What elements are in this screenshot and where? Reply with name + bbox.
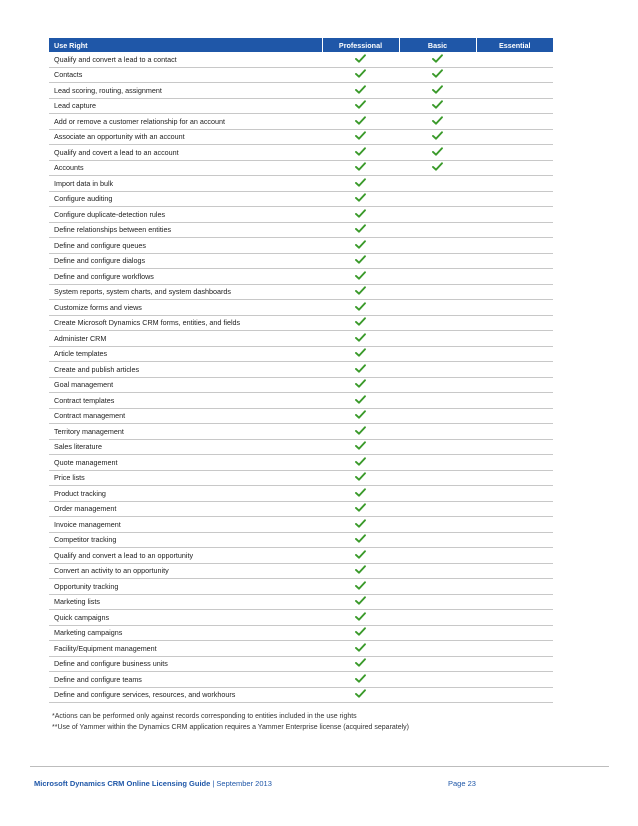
use-right-label: Goal management — [49, 377, 322, 393]
check-icon — [355, 240, 366, 249]
check-icon — [355, 472, 366, 481]
check-icon — [355, 209, 366, 218]
professional-cell — [322, 52, 399, 67]
table-row — [49, 470, 553, 486]
essential-cell — [476, 517, 553, 533]
use-right-label: Facility/Equipment management — [49, 641, 322, 657]
table-row — [49, 548, 553, 564]
check-icon — [355, 302, 366, 311]
basic-cell — [399, 129, 476, 145]
check-icon — [355, 317, 366, 326]
table-row — [49, 594, 553, 610]
essential-cell — [476, 532, 553, 548]
essential-cell — [476, 610, 553, 626]
check-icon — [355, 457, 366, 466]
table-row — [49, 67, 553, 83]
footnote-actions: *Actions can be performed only against records corresponding to entities included in the use rights — [52, 713, 357, 720]
use-right-label: Define and configure queues — [49, 238, 322, 254]
essential-cell — [476, 470, 553, 486]
use-right-label: Customize forms and views — [49, 300, 322, 316]
check-icon — [432, 100, 443, 109]
professional-cell — [322, 486, 399, 502]
check-icon — [355, 550, 366, 559]
basic-cell — [399, 238, 476, 254]
table-row — [49, 315, 553, 331]
use-right-label: Order management — [49, 501, 322, 517]
essential-cell — [476, 269, 553, 285]
use-right-label: Configure duplicate-detection rules — [49, 207, 322, 223]
essential-cell — [476, 408, 553, 424]
check-icon — [355, 162, 366, 171]
basic-cell — [399, 98, 476, 114]
basic-cell — [399, 300, 476, 316]
basic-cell — [399, 207, 476, 223]
check-icon — [432, 69, 443, 78]
professional-cell — [322, 501, 399, 517]
header-basic: Basic — [399, 38, 476, 52]
table-row — [49, 160, 553, 176]
check-icon — [355, 596, 366, 605]
use-right-label: Define and configure business units — [49, 656, 322, 672]
essential-cell — [476, 548, 553, 564]
check-icon — [432, 116, 443, 125]
footer-doc-title: Microsoft Dynamics CRM Online Licensing Guide — [34, 779, 211, 788]
basic-cell — [399, 486, 476, 502]
use-right-label: Contract management — [49, 408, 322, 424]
table-row — [49, 439, 553, 455]
table-row — [49, 269, 553, 285]
essential-cell — [476, 207, 553, 223]
table-row — [49, 114, 553, 130]
essential-cell — [476, 222, 553, 238]
check-icon — [355, 410, 366, 419]
basic-cell — [399, 517, 476, 533]
check-icon — [355, 147, 366, 156]
use-right-label: Marketing lists — [49, 594, 322, 610]
table-row — [49, 424, 553, 440]
check-icon — [355, 364, 366, 373]
check-icon — [355, 100, 366, 109]
use-right-label: Qualify and convert a lead to an opportunity — [49, 548, 322, 564]
essential-cell — [476, 253, 553, 269]
check-icon — [355, 565, 366, 574]
use-right-label: Create Microsoft Dynamics CRM forms, entities, and fields — [49, 315, 322, 331]
essential-cell — [476, 238, 553, 254]
professional-cell — [322, 222, 399, 238]
use-rights-table — [49, 38, 553, 703]
professional-cell — [322, 672, 399, 688]
essential-cell — [476, 455, 553, 471]
check-icon — [432, 131, 443, 140]
essential-cell — [476, 67, 553, 83]
footnotes — [52, 712, 409, 733]
table-row — [49, 145, 553, 161]
essential-cell — [476, 439, 553, 455]
table-row — [49, 393, 553, 409]
basic-cell — [399, 67, 476, 83]
basic-cell — [399, 641, 476, 657]
check-icon — [355, 333, 366, 342]
check-icon — [355, 627, 366, 636]
use-right-label: Add or remove a customer relationship for an account — [49, 114, 322, 130]
essential-cell — [476, 501, 553, 517]
check-icon — [355, 178, 366, 187]
use-right-label: Define and configure dialogs — [49, 253, 322, 269]
table-row — [49, 501, 553, 517]
essential-cell — [476, 191, 553, 207]
check-icon — [355, 85, 366, 94]
basic-cell — [399, 548, 476, 564]
professional-cell — [322, 408, 399, 424]
footer-separator: | — [210, 779, 217, 788]
use-right-label: Sales literature — [49, 439, 322, 455]
essential-cell — [476, 377, 553, 393]
use-right-label: Associate an opportunity with an account — [49, 129, 322, 145]
check-icon — [355, 643, 366, 652]
table-row — [49, 641, 553, 657]
table-row — [49, 52, 553, 67]
basic-cell — [399, 408, 476, 424]
professional-cell — [322, 362, 399, 378]
use-right-label: Contract templates — [49, 393, 322, 409]
professional-cell — [322, 563, 399, 579]
professional-cell — [322, 346, 399, 362]
header-use-right: Use Right — [49, 38, 322, 52]
check-icon — [355, 395, 366, 404]
basic-cell — [399, 563, 476, 579]
use-right-label: Product tracking — [49, 486, 322, 502]
professional-cell — [322, 393, 399, 409]
check-icon — [355, 54, 366, 63]
table-row — [49, 656, 553, 672]
professional-cell — [322, 129, 399, 145]
professional-cell — [322, 548, 399, 564]
essential-cell — [476, 563, 553, 579]
table-row — [49, 455, 553, 471]
table-row — [49, 672, 553, 688]
use-right-label: Define relationships between entities — [49, 222, 322, 238]
table-row — [49, 579, 553, 595]
essential-cell — [476, 486, 553, 502]
use-right-label: Quote management — [49, 455, 322, 471]
table-row — [49, 176, 553, 192]
professional-cell — [322, 315, 399, 331]
header-professional: Professional — [322, 38, 399, 52]
footer-date: September 2013 — [216, 779, 272, 788]
table-body — [49, 52, 553, 703]
check-icon — [355, 534, 366, 543]
check-icon — [355, 193, 366, 202]
essential-cell — [476, 176, 553, 192]
use-right-label: Contacts — [49, 67, 322, 83]
professional-cell — [322, 610, 399, 626]
basic-cell — [399, 114, 476, 130]
use-right-label: Configure auditing — [49, 191, 322, 207]
basic-cell — [399, 501, 476, 517]
table-row — [49, 625, 553, 641]
basic-cell — [399, 284, 476, 300]
check-icon — [355, 581, 366, 590]
use-right-label: Qualify and covert a lead to an account — [49, 145, 322, 161]
professional-cell — [322, 300, 399, 316]
professional-cell — [322, 253, 399, 269]
check-icon — [355, 441, 366, 450]
table-row — [49, 362, 553, 378]
essential-cell — [476, 641, 553, 657]
professional-cell — [322, 594, 399, 610]
professional-cell — [322, 455, 399, 471]
use-right-label: Administer CRM — [49, 331, 322, 347]
basic-cell — [399, 672, 476, 688]
use-right-label: Qualify and convert a lead to a contact — [49, 52, 322, 67]
check-icon — [432, 147, 443, 156]
professional-cell — [322, 83, 399, 99]
check-icon — [355, 658, 366, 667]
use-right-label: Competitor tracking — [49, 532, 322, 548]
basic-cell — [399, 579, 476, 595]
basic-cell — [399, 160, 476, 176]
use-right-label: Define and configure teams — [49, 672, 322, 688]
table-row — [49, 346, 553, 362]
table-row — [49, 300, 553, 316]
table-row — [49, 408, 553, 424]
use-right-label: Create and publish articles — [49, 362, 322, 378]
essential-cell — [476, 362, 553, 378]
table-row — [49, 486, 553, 502]
basic-cell — [399, 83, 476, 99]
table-row — [49, 377, 553, 393]
essential-cell — [476, 346, 553, 362]
check-icon — [355, 612, 366, 621]
essential-cell — [476, 625, 553, 641]
professional-cell — [322, 114, 399, 130]
check-icon — [355, 286, 366, 295]
footnote-yammer: **Use of Yammer within the Dynamics CRM application requires a Yammer Enterprise license (acquired separately) — [52, 723, 410, 731]
essential-cell — [476, 672, 553, 688]
professional-cell — [322, 67, 399, 83]
table-row — [49, 610, 553, 626]
table-row — [49, 284, 553, 300]
use-right-label: Invoice management — [49, 517, 322, 533]
professional-cell — [322, 191, 399, 207]
check-icon — [355, 426, 366, 435]
basic-cell — [399, 222, 476, 238]
basic-cell — [399, 377, 476, 393]
use-right-label: Territory management — [49, 424, 322, 440]
professional-cell — [322, 532, 399, 548]
essential-cell — [476, 83, 553, 99]
essential-cell — [476, 331, 553, 347]
check-icon — [355, 379, 366, 388]
professional-cell — [322, 517, 399, 533]
table-row — [49, 207, 553, 223]
professional-cell — [322, 331, 399, 347]
check-icon — [432, 85, 443, 94]
professional-cell — [322, 625, 399, 641]
table-row — [49, 517, 553, 533]
basic-cell — [399, 176, 476, 192]
basic-cell — [399, 145, 476, 161]
basic-cell — [399, 346, 476, 362]
basic-cell — [399, 594, 476, 610]
professional-cell — [322, 687, 399, 703]
essential-cell — [476, 129, 553, 145]
professional-cell — [322, 238, 399, 254]
basic-cell — [399, 470, 476, 486]
basic-cell — [399, 52, 476, 67]
check-icon — [355, 503, 366, 512]
footer-title — [34, 779, 272, 788]
professional-cell — [322, 439, 399, 455]
professional-cell — [322, 424, 399, 440]
table-row — [49, 238, 553, 254]
use-right-label: System reports, system charts, and system dashboards — [49, 284, 322, 300]
essential-cell — [476, 160, 553, 176]
essential-cell — [476, 114, 553, 130]
use-right-label: Marketing campaigns — [49, 625, 322, 641]
table-row — [49, 687, 553, 703]
essential-cell — [476, 393, 553, 409]
check-icon — [355, 488, 366, 497]
check-icon — [432, 162, 443, 171]
check-icon — [432, 54, 443, 63]
professional-cell — [322, 656, 399, 672]
check-icon — [355, 224, 366, 233]
basic-cell — [399, 331, 476, 347]
basic-cell — [399, 393, 476, 409]
header-essential: Essential — [476, 38, 553, 52]
use-right-label: Define and configure services, resources, and workhours — [49, 687, 322, 703]
professional-cell — [322, 98, 399, 114]
check-icon — [355, 348, 366, 357]
use-right-label: Import data in bulk — [49, 176, 322, 192]
page-number: Page 23 — [448, 779, 476, 788]
professional-cell — [322, 207, 399, 223]
basic-cell — [399, 191, 476, 207]
check-icon — [355, 674, 366, 683]
check-icon — [355, 69, 366, 78]
essential-cell — [476, 284, 553, 300]
basic-cell — [399, 439, 476, 455]
professional-cell — [322, 284, 399, 300]
use-right-label: Define and configure workflows — [49, 269, 322, 285]
use-right-label: Article templates — [49, 346, 322, 362]
check-icon — [355, 116, 366, 125]
check-icon — [355, 255, 366, 264]
basic-cell — [399, 455, 476, 471]
table-row — [49, 222, 553, 238]
professional-cell — [322, 470, 399, 486]
use-right-label: Accounts — [49, 160, 322, 176]
footer-divider — [30, 766, 609, 767]
basic-cell — [399, 253, 476, 269]
check-icon — [355, 271, 366, 280]
table-header-row — [49, 38, 553, 52]
professional-cell — [322, 641, 399, 657]
basic-cell — [399, 269, 476, 285]
essential-cell — [476, 315, 553, 331]
essential-cell — [476, 579, 553, 595]
use-right-label: Quick campaigns — [49, 610, 322, 626]
professional-cell — [322, 145, 399, 161]
professional-cell — [322, 176, 399, 192]
table-row — [49, 532, 553, 548]
table-row — [49, 191, 553, 207]
basic-cell — [399, 424, 476, 440]
table-row — [49, 563, 553, 579]
check-icon — [355, 519, 366, 528]
essential-cell — [476, 300, 553, 316]
check-icon — [355, 131, 366, 140]
basic-cell — [399, 625, 476, 641]
essential-cell — [476, 145, 553, 161]
use-right-label: Lead scoring, routing, assignment — [49, 83, 322, 99]
use-right-label: Opportunity tracking — [49, 579, 322, 595]
essential-cell — [476, 98, 553, 114]
check-icon — [355, 689, 366, 698]
basic-cell — [399, 610, 476, 626]
essential-cell — [476, 52, 553, 67]
professional-cell — [322, 160, 399, 176]
essential-cell — [476, 656, 553, 672]
basic-cell — [399, 532, 476, 548]
table-row — [49, 253, 553, 269]
professional-cell — [322, 377, 399, 393]
essential-cell — [476, 424, 553, 440]
essential-cell — [476, 594, 553, 610]
basic-cell — [399, 687, 476, 703]
table-row — [49, 331, 553, 347]
table-row — [49, 98, 553, 114]
professional-cell — [322, 269, 399, 285]
basic-cell — [399, 362, 476, 378]
basic-cell — [399, 315, 476, 331]
table-row — [49, 83, 553, 99]
use-right-label: Lead capture — [49, 98, 322, 114]
professional-cell — [322, 579, 399, 595]
essential-cell — [476, 687, 553, 703]
basic-cell — [399, 656, 476, 672]
table-row — [49, 129, 553, 145]
use-right-label: Price lists — [49, 470, 322, 486]
use-right-label: Convert an activity to an opportunity — [49, 563, 322, 579]
